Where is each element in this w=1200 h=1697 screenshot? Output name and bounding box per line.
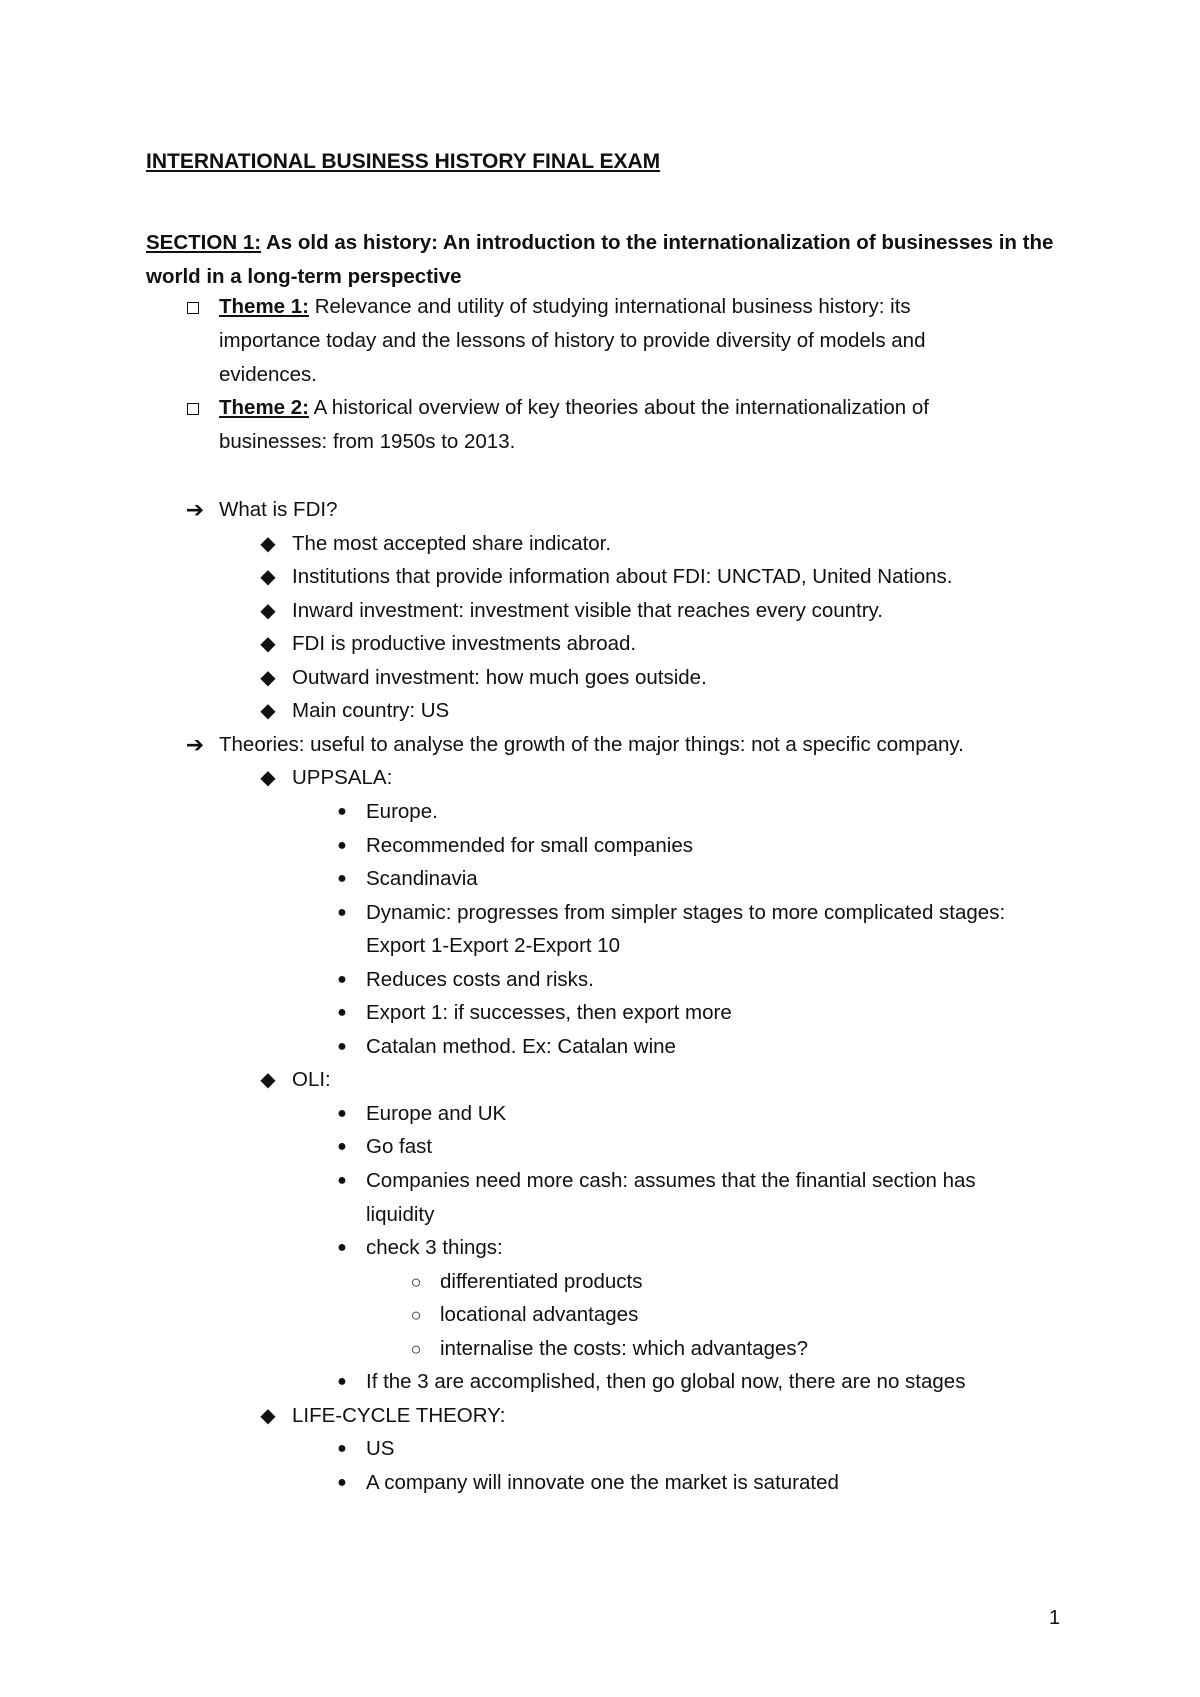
- section-heading: [146, 226, 1076, 293]
- outline-item: A company will innovate one the market is saturated: [366, 1470, 839, 1494]
- right-arrow-icon: ➔: [185, 731, 205, 757]
- outline-item: LIFE-CYCLE THEORY:: [292, 1403, 506, 1427]
- filled-circle-bullet-icon: ●: [337, 970, 347, 988]
- theme-1-label: Theme 1:: [219, 295, 309, 318]
- outline-item: Companies need more cash: assumes that the finantial section has: [366, 1169, 976, 1192]
- outline-item: OLI:: [292, 1068, 331, 1092]
- theme-2-line-2: businesses: from 1950s to 2013.: [219, 430, 516, 453]
- theme-1-text: Relevance and utility of studying international business history: its: [309, 295, 911, 318]
- diamond-bullet-icon: ◆: [260, 1404, 276, 1427]
- outline-item: Outward investment: how much goes outside.: [292, 665, 707, 689]
- right-arrow-icon: ➔: [185, 497, 205, 522]
- theme-1-line-2: importance today and the lessons of history to provide diversity of models and: [219, 329, 926, 352]
- outline-item: FDI is productive investments abroad.: [292, 632, 637, 656]
- hollow-circle-bullet-icon: ○: [410, 1338, 422, 1359]
- filled-circle-bullet-icon: ●: [337, 802, 347, 820]
- outline-item: Scandinavia: [366, 867, 478, 891]
- filled-circle-bullet-icon: ●: [337, 1473, 347, 1491]
- outline-item: If the 3 are accomplished, then go global now, there are no stages: [366, 1370, 966, 1394]
- filled-circle-bullet-icon: ●: [337, 1239, 347, 1257]
- outline-item: Institutions that provide information about FDI: UNCTAD, United Nations.: [292, 565, 953, 589]
- outline-item: Main country: US: [292, 699, 450, 723]
- outline-item: differentiated products: [440, 1269, 643, 1293]
- diamond-bullet-icon: ◆: [260, 666, 276, 689]
- theme-2-text: A historical overview of key theories about the internationalization of: [309, 396, 929, 419]
- filled-circle-bullet-icon: ●: [337, 903, 347, 921]
- diamond-bullet-icon: ◆: [260, 633, 276, 656]
- outline-item: check 3 things:: [366, 1236, 503, 1260]
- theme-1-line-3: evidences.: [219, 363, 318, 386]
- filled-circle-bullet-icon: ●: [337, 1373, 347, 1391]
- filled-circle-bullet-icon: ●: [337, 1172, 347, 1189]
- outline-item: Europe and UK: [366, 1101, 507, 1125]
- diamond-bullet-icon: ◆: [260, 700, 276, 723]
- document-title: INTERNATIONAL BUSINESS HISTORY FINAL EXAM: [146, 150, 661, 173]
- filled-circle-bullet-icon: ●: [337, 1138, 347, 1156]
- checkbox-icon: [187, 403, 199, 415]
- outline-item: Catalan method. Ex: Catalan wine: [366, 1034, 676, 1058]
- filled-circle-bullet-icon: ●: [337, 1104, 347, 1122]
- outline-item: Dynamic: progresses from simpler stages to more complicated stages:: [366, 900, 1006, 924]
- outline-item: Inward investment: investment visible that reaches every country.: [292, 598, 883, 622]
- outline-item: UPPSALA:: [292, 766, 393, 790]
- outline-item: Go fast: [366, 1135, 433, 1159]
- outline-item: Export 1-Export 2-Export 10: [366, 934, 621, 958]
- diamond-bullet-icon: ◆: [260, 767, 276, 790]
- page-number: 1: [1049, 1607, 1061, 1629]
- filled-circle-bullet-icon: ●: [337, 1440, 347, 1458]
- outline-item: What is FDI?: [219, 498, 338, 521]
- outline-item: Export 1: if successes, then export more: [366, 1001, 732, 1025]
- filled-circle-bullet-icon: ●: [337, 870, 347, 888]
- checkbox-icon: [187, 302, 199, 314]
- filled-circle-bullet-icon: ●: [337, 1037, 347, 1055]
- outline-item: Europe.: [366, 799, 438, 823]
- hollow-circle-bullet-icon: ○: [410, 1271, 422, 1292]
- outline-item: Reduces costs and risks.: [366, 967, 594, 991]
- theme-2-line-1: [219, 393, 929, 423]
- outline-item: Recommended for small companies: [366, 833, 693, 857]
- outline-item: locational advantages: [440, 1303, 639, 1327]
- diamond-bullet-icon: ◆: [260, 566, 276, 589]
- diamond-bullet-icon: ◆: [260, 1069, 276, 1092]
- section-label: SECTION 1:: [146, 231, 262, 254]
- diamond-bullet-icon: ◆: [260, 532, 276, 555]
- outline-item: The most accepted share indicator.: [292, 531, 612, 555]
- outline-item: internalise the costs: which advantages?: [440, 1336, 809, 1360]
- theme-1-line-1: [219, 292, 911, 322]
- diamond-bullet-icon: ◆: [260, 599, 276, 622]
- filled-circle-bullet-icon: ●: [337, 1004, 347, 1022]
- hollow-circle-bullet-icon: ○: [410, 1305, 422, 1326]
- outline-item: Theories: useful to analyse the growth of the major things: not a specific company.: [219, 732, 964, 756]
- outline-item: liquidity: [366, 1202, 435, 1226]
- filled-circle-bullet-icon: ●: [337, 836, 347, 854]
- outline-item: US: [366, 1437, 395, 1461]
- theme-2-label: Theme 2:: [219, 396, 309, 419]
- section-text: As old as history: An introduction to the internationalization of businesses in the world in a long-term perspective: [146, 231, 1054, 288]
